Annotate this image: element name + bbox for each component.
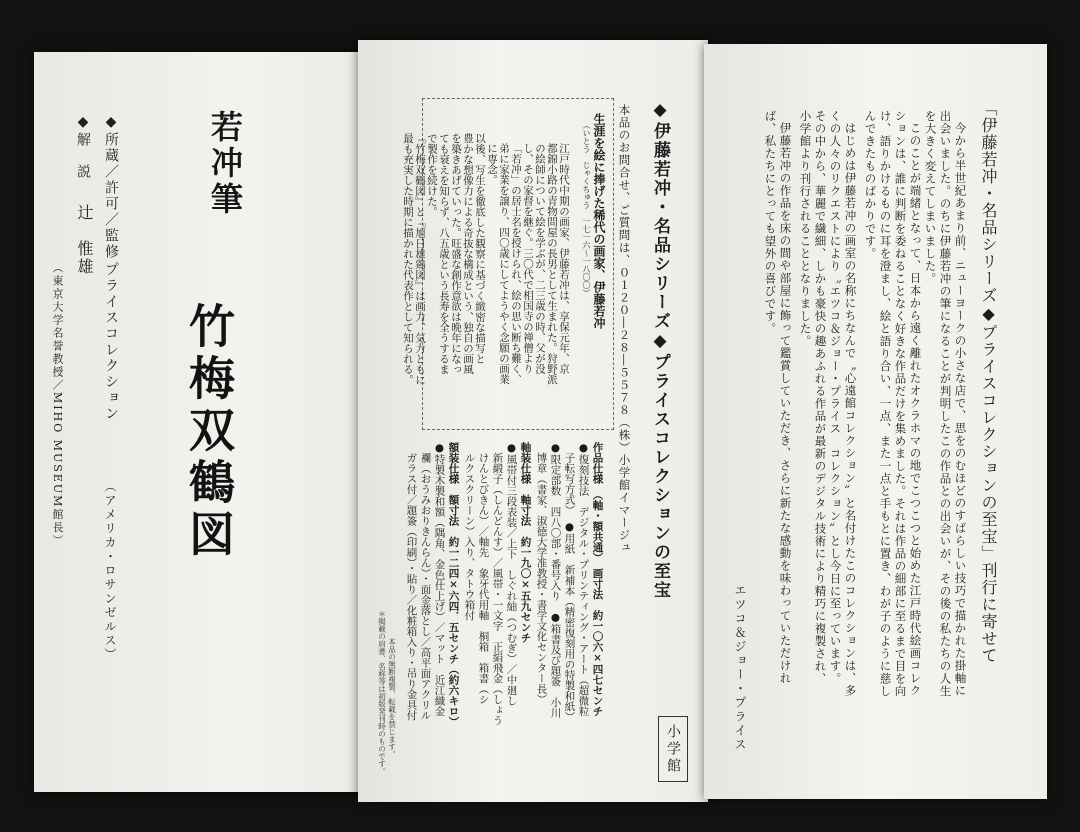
spec-line: ●限定部数 四八〇部・番号入り ●箱書及び題簽 小川 (549, 442, 562, 718)
preface-line: くの人々のリクエストにより〝エツコ＆ジョー・プライス コレクション〟とし今日に至っています。 (828, 110, 843, 685)
bio-line: を築きあげていった。旺盛な創作意欲は晩年になっ (450, 133, 462, 375)
bio-title: 生涯を絵に捧げた稀代の画家、伊藤若冲 (592, 113, 606, 329)
spec-line: ●風帯付三段表装／上下 しぐれ紬（つむぎ）／中廻し (505, 442, 518, 706)
preface-line: はじめは伊藤若冲の画室の名称にちなんで〝心遠館コレクション〟と名付けたこのコレクションは、多 (843, 122, 858, 697)
preface-line: 出会いました。のちに伊藤若冲の筆になることが判明したこの作品との出会いが、その後の私たちの人生 (938, 110, 953, 698)
spec-line: 新緞子（しんどんす）／風帯・一文字 正絹飛金（しょう (491, 442, 504, 726)
spec-line: 博章（書家、淑徳大学准教授・書学文化センター長） (535, 442, 548, 705)
bio-line: に専念。 (486, 143, 498, 185)
bio-line: し、その家督を継ぐ。三〇代で相国寺の禅僧より (522, 143, 534, 374)
preface-line: 伊藤若冲の作品を床の間や部屋に飾って鑑賞していただき、さらに新たな感動を味わっていただけれ (778, 122, 793, 685)
spec-line: ●特製木製和額（隅角、金色仕上げ）／マット 近江織金 (433, 442, 446, 717)
spec-line: ルクスクリーン）入り、タトウ箱付 (463, 442, 476, 621)
inquiry-contact: 本品のお問合せ、ご質問は、０１２０―２８―５５７８（株）小学館イマージュ (617, 104, 632, 554)
bio-line: ても衰えを知らず、八五歳という長寿を全うするま (438, 133, 450, 375)
title-brush-calligraphy: 竹梅双鶴図 (182, 302, 236, 562)
publisher-name: 小学館 (665, 723, 681, 775)
biography-box (402, 98, 614, 430)
preface-line: を大きく変えてしまいました。 (923, 110, 938, 285)
preface-line: け、語りかけるものに耳を澄まし、絵と語り合い、一点、また一点と手もとに置き、わが子のように慈し (878, 110, 893, 698)
preface-line: ば、私たちにとっても望外の喜びです。 (763, 110, 778, 335)
bio-line: 江戸時代中期の画家、伊藤若冲は、享保元年、京 (558, 143, 570, 374)
preface-title: 「伊藤若冲・名品シリーズ◆プライスコレクションの至宝」刊行に寄せて (979, 100, 998, 664)
collection-label: ◆所蔵／許可／監修 (103, 114, 119, 260)
series-heading: ◆伊藤若冲・名品シリーズ◆プライスコレクションの至宝 (650, 100, 670, 600)
spec-line: けんとびきん）／軸先 象牙代用軸 桐箱 箱書（シ (477, 442, 490, 705)
collection-value: プライスコレクション (103, 262, 119, 422)
bio-line: 豊かな想像力による奇抜な構成という、独自の画風 (462, 133, 474, 375)
bio-line: 『竹梅双鶴図』と『旭日雄鶏図』は画力、気力ともに (414, 133, 426, 385)
spec-line: 額装仕様 額寸法 約一二四×六四．五センチ（約六キロ） (447, 442, 460, 727)
preface-line: 小学館より刊行されることとなりました。 (798, 110, 813, 348)
spec-line: 襴（おうみおりきんらん）・面金落とし／高平面アクリル (419, 442, 432, 721)
bio-line: 以後、写生を徹底した観察に基づく緻密な描写と (474, 133, 486, 364)
spec-line: 作品仕様 （軸・額共通） 画寸法 約一〇六×四七センチ (591, 442, 604, 717)
bio-line: 「若冲」の居士名を授けられ、絵の思い断ち難く、 (510, 143, 522, 385)
preface-signature: エツコ＆ジョー・プライス (733, 584, 747, 752)
preface-panel (704, 44, 1047, 799)
publisher-box (658, 716, 688, 782)
cover-panel (34, 52, 374, 792)
preface-line: んできたものばかりです。 (863, 110, 878, 260)
spec-line: ガラス付／題簽（印刷）・貼り／化粧箱入り・吊り金具付 (405, 442, 418, 721)
preface-line: ションは、誰に判断を委ねることなく好きな作品だけを集めました。それは作品の細部に至るまで目を向 (893, 110, 908, 698)
bio-line: 最も充実した時期に描かれた代表作として知られる。 (402, 133, 414, 385)
copyright-note: 本品の無断複製、転載を禁じます。 (387, 638, 397, 758)
commentary-label: ◆解 説 (75, 114, 91, 180)
bio-reading: （いとう じゃくちゅう 一七一六～一八〇〇） (582, 121, 591, 297)
spec-line: 子転写方式） ●用紙 新補本（精密復刻用の特製和紙） (563, 442, 576, 722)
spec-line: ●復刻技法 デジタル・プリンティング・アート（超微粒 (577, 442, 590, 717)
preface-line: このことが端緒となって、日本から遠く離れたオクラホマの地でこつこつと始めた江戸時代絵画コレク (908, 122, 923, 697)
spec-line: 軸装仕様 軸寸法 約一九〇×五九センチ (519, 442, 532, 643)
commentary-note: （東京大学名誉教授／MIHO MUSEUM館長） (51, 262, 64, 548)
bio-line: で製作を続けた。 (426, 133, 438, 217)
commentary-value: 辻 惟雄 (75, 204, 94, 276)
preface-line: その中から、華麗で繊細、しかも豪快の趣あふれる作品が最新のデジタル技術により精巧に複製され、 (813, 110, 828, 685)
bio-line: の絵師について絵を学ぶが、二三歳の時、父が没 (534, 143, 546, 374)
bio-line: 都錦小路の青物問屋の長男として生まれた。狩野派 (546, 143, 558, 385)
bio-line: 弟に家業を譲り、四〇歳にしてようやく念願の画業 (498, 143, 510, 385)
info-panel (358, 40, 708, 802)
author-brush-calligraphy: 若冲筆 (206, 110, 244, 218)
collection-note: （アメリカ・ロサンゼルス） (103, 480, 117, 662)
title-note: ＊掲載の肩書、名称等は初版発刊時のものです。 (377, 610, 387, 775)
preface-line: 今から半世紀あまり前、ニューヨークの小さな店で、思をのむほどのすばらしい技巧で描かれた掛軸に (953, 122, 968, 697)
